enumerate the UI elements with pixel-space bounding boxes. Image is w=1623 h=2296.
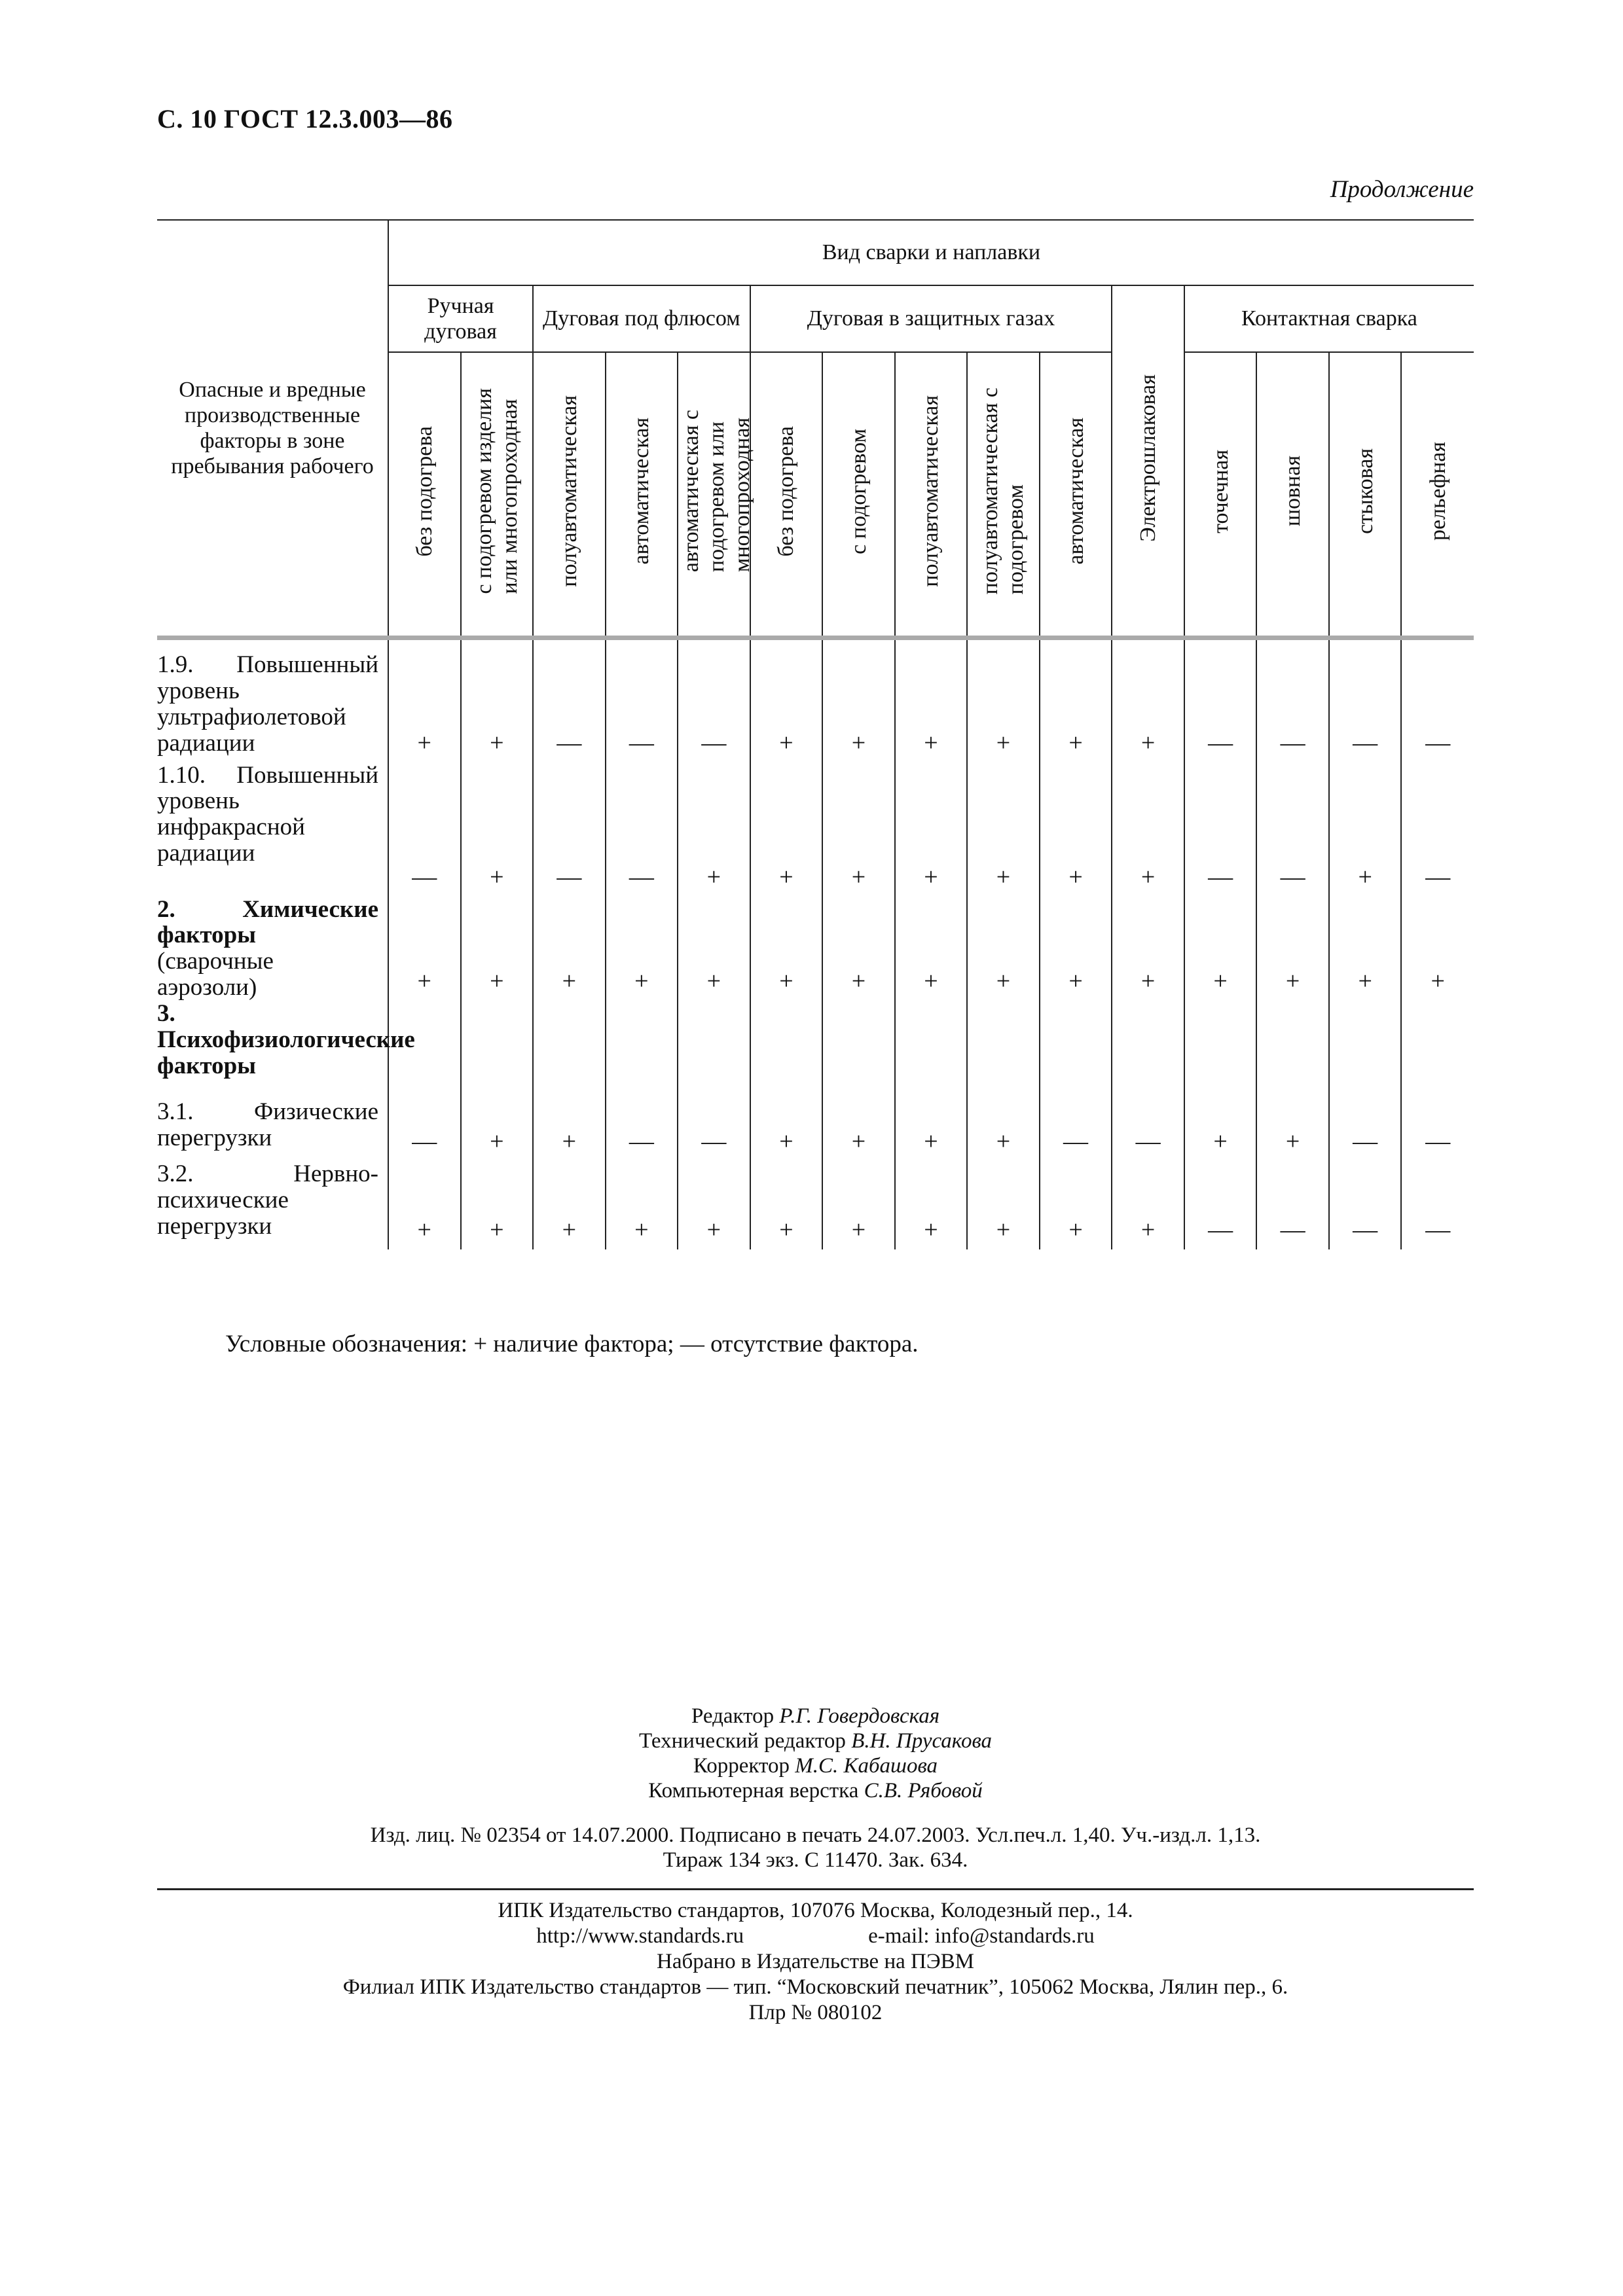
factor-cell: +	[606, 1161, 678, 1249]
factor-cell: +	[967, 1161, 1040, 1249]
factor-text: 1.9. Повышенный уровень ультрафиолетовой радиации	[157, 651, 378, 757]
factor-cell	[461, 1001, 534, 1099]
factor-cell: +	[750, 1161, 823, 1249]
imprint-line: Тираж 134 экз. С 11470. Зак. 634.	[663, 1848, 968, 1872]
factor-cell: +	[1040, 897, 1112, 1001]
factor-cell	[1256, 1001, 1329, 1099]
factor-cell: +	[822, 638, 895, 762]
col-header: рельефная	[1401, 352, 1474, 638]
factor-cell: +	[388, 638, 461, 762]
factor-cell: +	[461, 762, 534, 897]
table-row	[157, 897, 1474, 1001]
factor-cell: —	[1329, 1161, 1402, 1249]
factor-cell: +	[895, 1099, 968, 1161]
factor-cell: —	[388, 1099, 461, 1161]
factor-label	[157, 1161, 388, 1249]
divider-rule	[157, 1888, 1474, 1890]
factor-cell: —	[678, 638, 750, 762]
factor-cell: —	[1401, 1099, 1474, 1161]
factor-cell: +	[1184, 1099, 1257, 1161]
factor-cell: +	[750, 1099, 823, 1161]
factor-label	[157, 1000, 415, 1099]
factor-cell: +	[750, 897, 823, 1001]
factor-cell: +	[822, 1161, 895, 1249]
factor-cell: +	[1112, 638, 1184, 762]
factor-cell: +	[822, 897, 895, 1001]
publisher-info	[157, 1898, 1474, 2026]
credit-layout: Компьютерная верстка С.В. Рябовой	[648, 1778, 983, 1803]
factor-cell: +	[895, 897, 968, 1001]
factor-cell: —	[1040, 1099, 1112, 1161]
factor-cell: —	[1401, 638, 1474, 762]
col-header: шовная	[1256, 352, 1329, 638]
factor-cell: —	[1329, 1099, 1402, 1161]
factor-cell: +	[1040, 1161, 1112, 1249]
factor-heading: 3. Психофизиологические факторы	[157, 1000, 415, 1080]
col-header: автоматическая с подогревом или многопроходная	[678, 352, 750, 638]
publisher-branch: Филиал ИПК Издательство стандартов — тип. “Московский печатник”, 105062 Москва, Лялин пер., 6.	[342, 1975, 1288, 1999]
factor-cell: +	[1329, 762, 1402, 897]
factor-cell: +	[1256, 1099, 1329, 1161]
factor-cell: +	[533, 1099, 606, 1161]
col-header: с подогревом изделия или многопроходная	[461, 352, 534, 638]
credit-proofreader: Корректор М.С. Кабашова	[693, 1753, 938, 1778]
table-row	[157, 1161, 1474, 1249]
factor-cell: —	[1256, 638, 1329, 762]
factor-cell: +	[1112, 762, 1184, 897]
factor-label	[157, 897, 388, 1001]
factor-cell: +	[967, 638, 1040, 762]
factor-cell: +	[1329, 897, 1402, 1001]
factor-cell: —	[606, 638, 678, 762]
publisher-url[interactable]: http://www.standards.ru	[536, 1924, 744, 1948]
factor-cell: +	[1040, 762, 1112, 897]
publisher-email[interactable]: e-mail: info@standards.ru	[868, 1924, 1095, 1948]
factor-cell: +	[461, 1161, 534, 1249]
factor-label	[157, 1099, 388, 1161]
factor-cell: —	[606, 1099, 678, 1161]
credit-tech-editor: Технический редактор В.Н. Прусакова	[638, 1729, 993, 1753]
factor-cell: +	[533, 1161, 606, 1249]
factor-cell: —	[1184, 1161, 1257, 1249]
table-row	[157, 638, 1474, 762]
factor-cell: +	[1256, 897, 1329, 1001]
factor-heading: 2. Химические факторы	[157, 895, 378, 949]
factor-cell: +	[461, 1099, 534, 1161]
factor-cell: +	[678, 762, 750, 897]
col-header: с подогревом	[822, 352, 895, 638]
factor-cell	[1401, 1001, 1474, 1099]
col-header: полуавтоматическая	[533, 352, 606, 638]
factor-cell	[1040, 1001, 1112, 1099]
publisher-web	[157, 1924, 1474, 1949]
col-header: полуавтоматическая	[895, 352, 968, 638]
col-header: Электрошлаковая	[1112, 285, 1184, 638]
table-row	[157, 762, 1474, 897]
factor-cell: +	[967, 762, 1040, 897]
factor-cell	[1184, 1001, 1257, 1099]
welding-factors-table	[157, 219, 1474, 1249]
factor-cell: +	[678, 1161, 750, 1249]
factor-cell: —	[678, 1099, 750, 1161]
factor-cell	[606, 1001, 678, 1099]
credit-editor: Редактор Р.Г. Говердовская	[691, 1704, 940, 1728]
factor-cell: +	[533, 897, 606, 1001]
col-header: автоматическая	[606, 352, 678, 638]
legend: Условные обозначения: + наличие фактора; — отсутствие фактора.	[225, 1331, 919, 1357]
factor-cell: —	[1184, 762, 1257, 897]
factor-cell: +	[750, 638, 823, 762]
factor-text: (сварочные аэрозоли)	[157, 948, 274, 1001]
factor-cell: +	[388, 1161, 461, 1249]
group-flux: Дуговая под флюсом	[533, 285, 750, 352]
factor-cell: +	[678, 897, 750, 1001]
factor-cell: +	[895, 638, 968, 762]
publisher-typeset: Набрано в Издательстве на ПЭВМ	[657, 1949, 974, 1973]
factor-cell	[678, 1001, 750, 1099]
factor-cell: —	[533, 762, 606, 897]
factor-cell: —	[533, 638, 606, 762]
group-manual: Ручная дуговая	[388, 285, 533, 352]
factor-cell: —	[1329, 638, 1402, 762]
factor-cell	[822, 1001, 895, 1099]
factor-cell: +	[461, 897, 534, 1001]
factor-cell: +	[1112, 1161, 1184, 1249]
imprint	[157, 1823, 1474, 1873]
factor-cell: +	[895, 1161, 968, 1249]
factor-cell	[750, 1001, 823, 1099]
factor-label	[157, 638, 388, 762]
factor-cell: +	[1401, 897, 1474, 1001]
publisher-address: ИПК Издательство стандартов, 107076 Москва, Колодезный пер., 14.	[498, 1899, 1133, 1922]
factor-cell: —	[1401, 1161, 1474, 1249]
factor-text: 1.10. Повышенный уровень инфракрасной радиации	[157, 761, 378, 867]
group-contact: Контактная сварка	[1184, 285, 1474, 352]
factor-cell: —	[1112, 1099, 1184, 1161]
factor-cell: +	[606, 897, 678, 1001]
table-row	[157, 1099, 1474, 1161]
factor-cell: +	[822, 762, 895, 897]
factor-cell: +	[967, 897, 1040, 1001]
col-header: полуавтоматическая с подогревом	[967, 352, 1040, 638]
imprint-line: Изд. лиц. № 02354 от 14.07.2000. Подписано в печать 24.07.2003. Усл.печ.л. 1,40. Уч.-изд.л. 1,13.	[370, 1823, 1261, 1847]
factor-cell: +	[967, 1099, 1040, 1161]
table-row	[157, 1001, 1474, 1099]
factor-cell: +	[1184, 897, 1257, 1001]
factor-label	[157, 762, 388, 897]
col-header: без подогрева	[750, 352, 823, 638]
factor-text: 3.2. Нервно-психические перегрузки	[157, 1160, 378, 1240]
credits	[157, 1704, 1474, 1804]
col-header: без подогрева	[388, 352, 461, 638]
factor-cell: —	[1256, 762, 1329, 897]
factor-cell: +	[750, 762, 823, 897]
factor-cell: —	[1401, 762, 1474, 897]
row-header: Опасные и вредные производственные факторы в зоне пребывания рабочего	[157, 220, 388, 638]
col-header: стыковая	[1329, 352, 1402, 638]
factor-cell: —	[1184, 638, 1257, 762]
factor-cell	[1329, 1001, 1402, 1099]
publisher-license: Плр № 080102	[748, 2000, 883, 2024]
factor-cell: +	[895, 762, 968, 897]
factor-cell: —	[388, 762, 461, 897]
page-header: С. 10 ГОСТ 12.3.003—86	[157, 104, 453, 134]
continuation-label: Продолжение	[1330, 176, 1474, 203]
factor-cell: +	[388, 897, 461, 1001]
col-header: точечная	[1184, 352, 1257, 638]
factor-cell: +	[1112, 897, 1184, 1001]
factor-cell: +	[461, 638, 534, 762]
factor-cell	[1112, 1001, 1184, 1099]
factor-text: 3.1. Физические перегрузки	[157, 1098, 378, 1152]
factor-cell: —	[1256, 1161, 1329, 1249]
factor-cell	[533, 1001, 606, 1099]
factor-cell: +	[822, 1099, 895, 1161]
factor-cell: +	[1040, 638, 1112, 762]
group-title: Вид сварки и наплавки	[388, 220, 1474, 285]
factor-cell	[967, 1001, 1040, 1099]
factor-cell: —	[606, 762, 678, 897]
col-header: автоматическая	[1040, 352, 1112, 638]
factor-cell	[895, 1001, 968, 1099]
group-gas: Дуговая в защитных газах	[750, 285, 1112, 352]
